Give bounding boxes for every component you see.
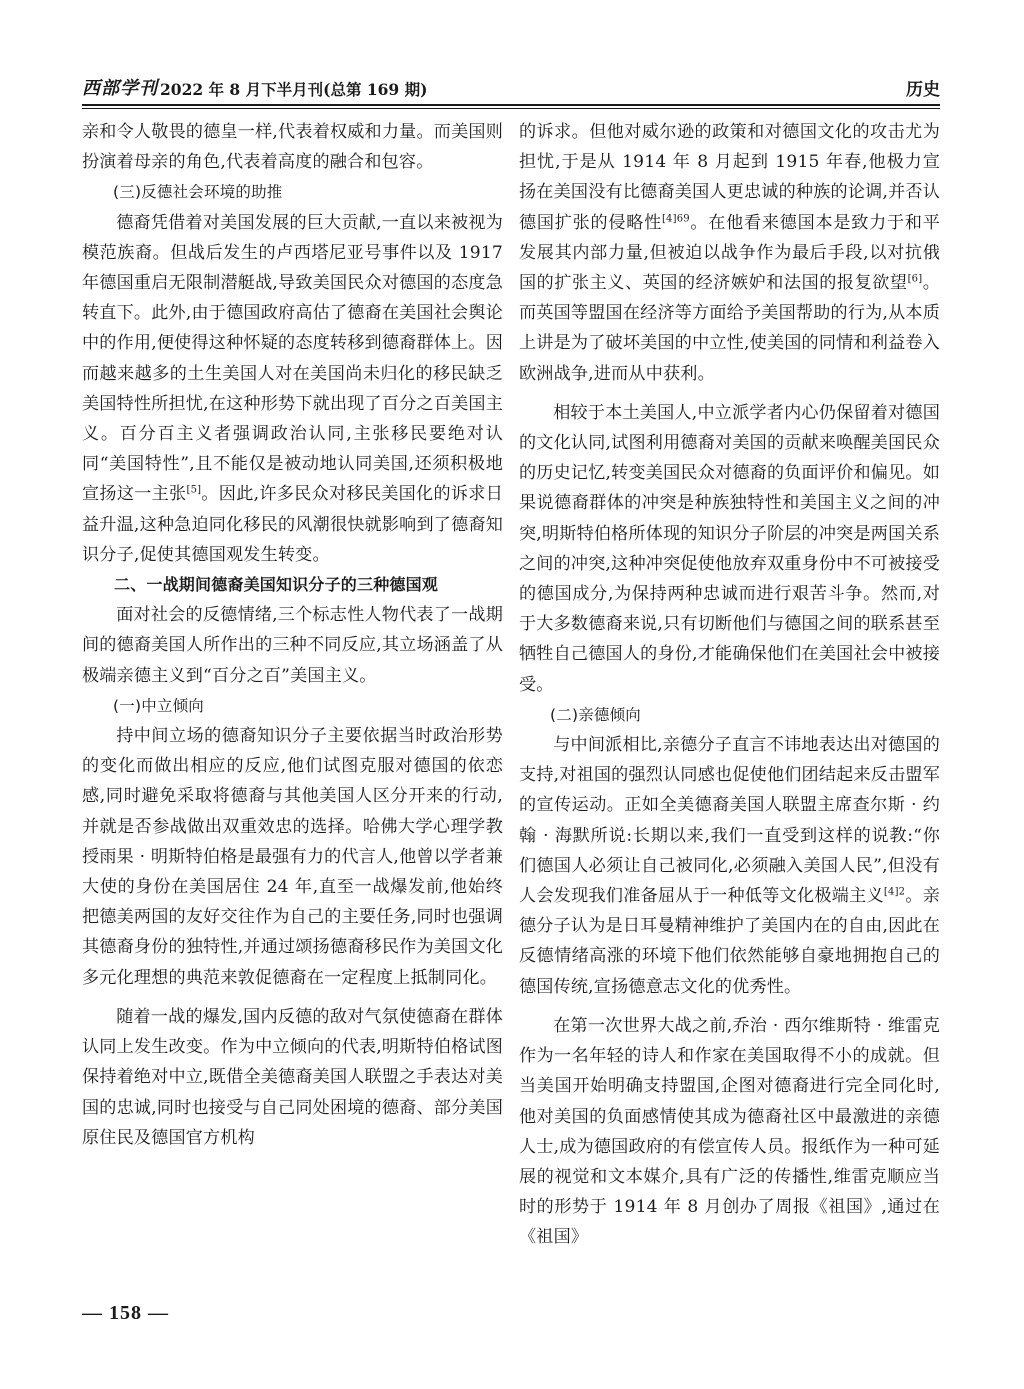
citation-ref: [5] — [186, 484, 202, 496]
journal-name: 西部学刊 — [82, 78, 158, 99]
citation-ref: [4]69 — [661, 212, 690, 224]
paragraph: 面对社会的反德情绪,三个标志性人物代表了一战期间的德裔美国人所作出的三种不同反应,其立场涵盖了从极端亲德主义到“百分之百”美国主义。 — [82, 605, 503, 686]
paragraph-text-tail: 。亲德分子认为是日耳曼精神维护了美国内在的自由,因此在反德情绪高涨的环境下他们依然能够自豪地拥抱自己的德国传统,宣扬德意志文化的优秀性。 — [519, 886, 941, 997]
right-column — [519, 117, 940, 1253]
paragraph-text: 与中间派相比,亲德分子直言不讳地表达出对德国的支持,对祖国的强烈认同感也促使他们团结起来反击盟军的宣传运动。正如全美德裔美国人联盟主席查尔斯 · 约翰 · 海默所说:长期以来,我们一直受到这样的说教:“你们德国人必须让自己被同化,必须融入美国人民”,但没有人会发现我们准备屈从于一种低等文化极端主义 — [519, 735, 940, 907]
paragraph-text-tail: 。而英国等盟国在经济等方面给予美国帮助的行为,从本质上讲是为了破坏美国的中立性,使美国的同情和利益卷入欧洲战争,进而从中获利。 — [519, 273, 940, 384]
paragraph: 持中间立场的德裔知识分子主要依据当时政治形势的变化而做出相应的反应,他们试图克服对德国的依恋感,同时避免采取将德裔与其他美国人区分开来的行动,并就是否参战做出双重效忠的选择。哈佛大学心理学教授雨果 · 明斯特伯格是最强有力的代言人,他曾以学者兼大使的身份在美国居住 24 年,直至一战爆发前,他始终把德美两国的友好交往作为自己的主要任务,同时也强调其德裔身份的独特性,并通过颂扬德裔移民作为美国文化多元化理想的典范来敦促德裔在一定程度上抵制同化。 — [82, 726, 503, 988]
paragraph-text: 的诉求。但他对威尔逊的政策和对德国文化的攻击尤为担忧,于是从 1914 年 8 月起到 1915 年春,他极力宣扬在美国没有比德裔美国人更忠诚的种族的论调,并否认德国扩张的侵略性 — [519, 122, 940, 233]
paragraph-text: 德裔凭借着对美国发展的巨大贡献,一直以来被视为模范族裔。但战后发生的卢西塔尼亚号事件以及 1917 年德国重启无限制潜艇战,导致美国民众对德国的态度急转直下。此外,由于德国政府高估了德裔在美国社会舆论中的作用,便使得这种怀疑的态度转移到德裔群体上。因而越来越多的土生美国人对在美国尚未归化的移民缺乏美国特性所担忧,在这种形势下就出现了百分之百美国主义。百分百主义者强调政治认同,主张移民要绝对认同“美国特性”,且不能仅是被动地认同美国,还须积极地宣扬这一主张 — [82, 212, 503, 505]
subheading-anti-german: (三)反德社会环境的助推 — [113, 183, 283, 202]
header-left — [82, 74, 427, 100]
header-bar — [82, 70, 940, 100]
header-rule-thin — [82, 108, 940, 109]
paragraph — [519, 730, 940, 1002]
section-heading: 二、一战期间德裔美国知识分子的三种德国观 — [114, 575, 439, 595]
subheading-pro-german: (二)亲德倾向 — [550, 705, 641, 724]
paragraph — [82, 208, 503, 570]
paragraph-continued — [519, 117, 940, 389]
left-column — [82, 117, 503, 1153]
paragraph: 随着一战的爆发,国内反德的敌对气氛使德裔在群体认同上发生改变。作为中立倾向的代表,明斯特伯格试图保持着绝对中立,既借全美德裔美国人联盟之手表达对美国的忠诚,同时也接受与自己同处困境的德裔、部分美国原住民及德国官方机构 — [82, 1006, 503, 1148]
issue-info: 2022 年 8 月下半月刊(总第 169 期) — [160, 80, 428, 99]
subheading-neutral: (一)中立倾向 — [113, 696, 204, 715]
paragraph: 在第一次世界大战之前,乔治 · 西尔维斯特 · 维雷克作为一名年轻的诗人和作家在美国取得不小的成就。但当美国开始明确支持盟国,企图对德裔进行完全同化时,他对美国的负面感情使其成为德裔社区中最激进的亲德人士,成为德国政府的有偿宣传人员。报纸作为一种可延展的视觉和文本媒介,具有广泛的传播性,维雷克顺应当时的形势于 1914 年 8 月创办了周报《祖国》,通过在《祖国》 — [519, 1015, 940, 1248]
header-rule-thick — [82, 104, 940, 106]
citation-ref: [4]2 — [883, 886, 906, 898]
paragraph-text-mid: 。在他看来德国本是致力于和平发展其内部力量,但被迫以战争作为最后手段,以对抗俄国的扩张主义、英国的经济嫉妒和法国的报复欲望 — [519, 212, 940, 294]
paragraph-text-tail: 。因此,许多民众对移民美国化的诉求日益升温,这种急迫同化移民的风潮很快就影响到了德裔知识分子,促使其德国观发生转变。 — [82, 484, 503, 565]
page-number: — 158 — — [82, 1302, 169, 1324]
section-label: 历史 — [906, 80, 940, 100]
citation-ref: [6] — [907, 273, 923, 285]
paragraph-continued: 亲和令人敬畏的德皇一样,代表着权威和力量。而美国则扮演着母亲的角色,代表着高度的融合和包容。 — [82, 122, 503, 173]
paragraph: 相较于本土美国人,中立派学者内心仍保留着对德国的文化认同,试图利用德裔对美国的贡献来唤醒美国民众的历史记忆,转变美国民众对德裔的负面评价和偏见。如果说德裔群体的冲突是种族独特性和美国主义之间的冲突,明斯特伯格所体现的知识分子阶层的冲突是两国关系之间的冲突,这种冲突促使他放弃双重身份中不可被接受的德国成分,为保持两种忠诚而进行艰苦斗争。然而,对于大多数德裔来说,只有切断他们与德国之间的联系甚至牺牲自己德国人的身份,才能确保他们在美国社会中被接受。 — [519, 402, 940, 695]
